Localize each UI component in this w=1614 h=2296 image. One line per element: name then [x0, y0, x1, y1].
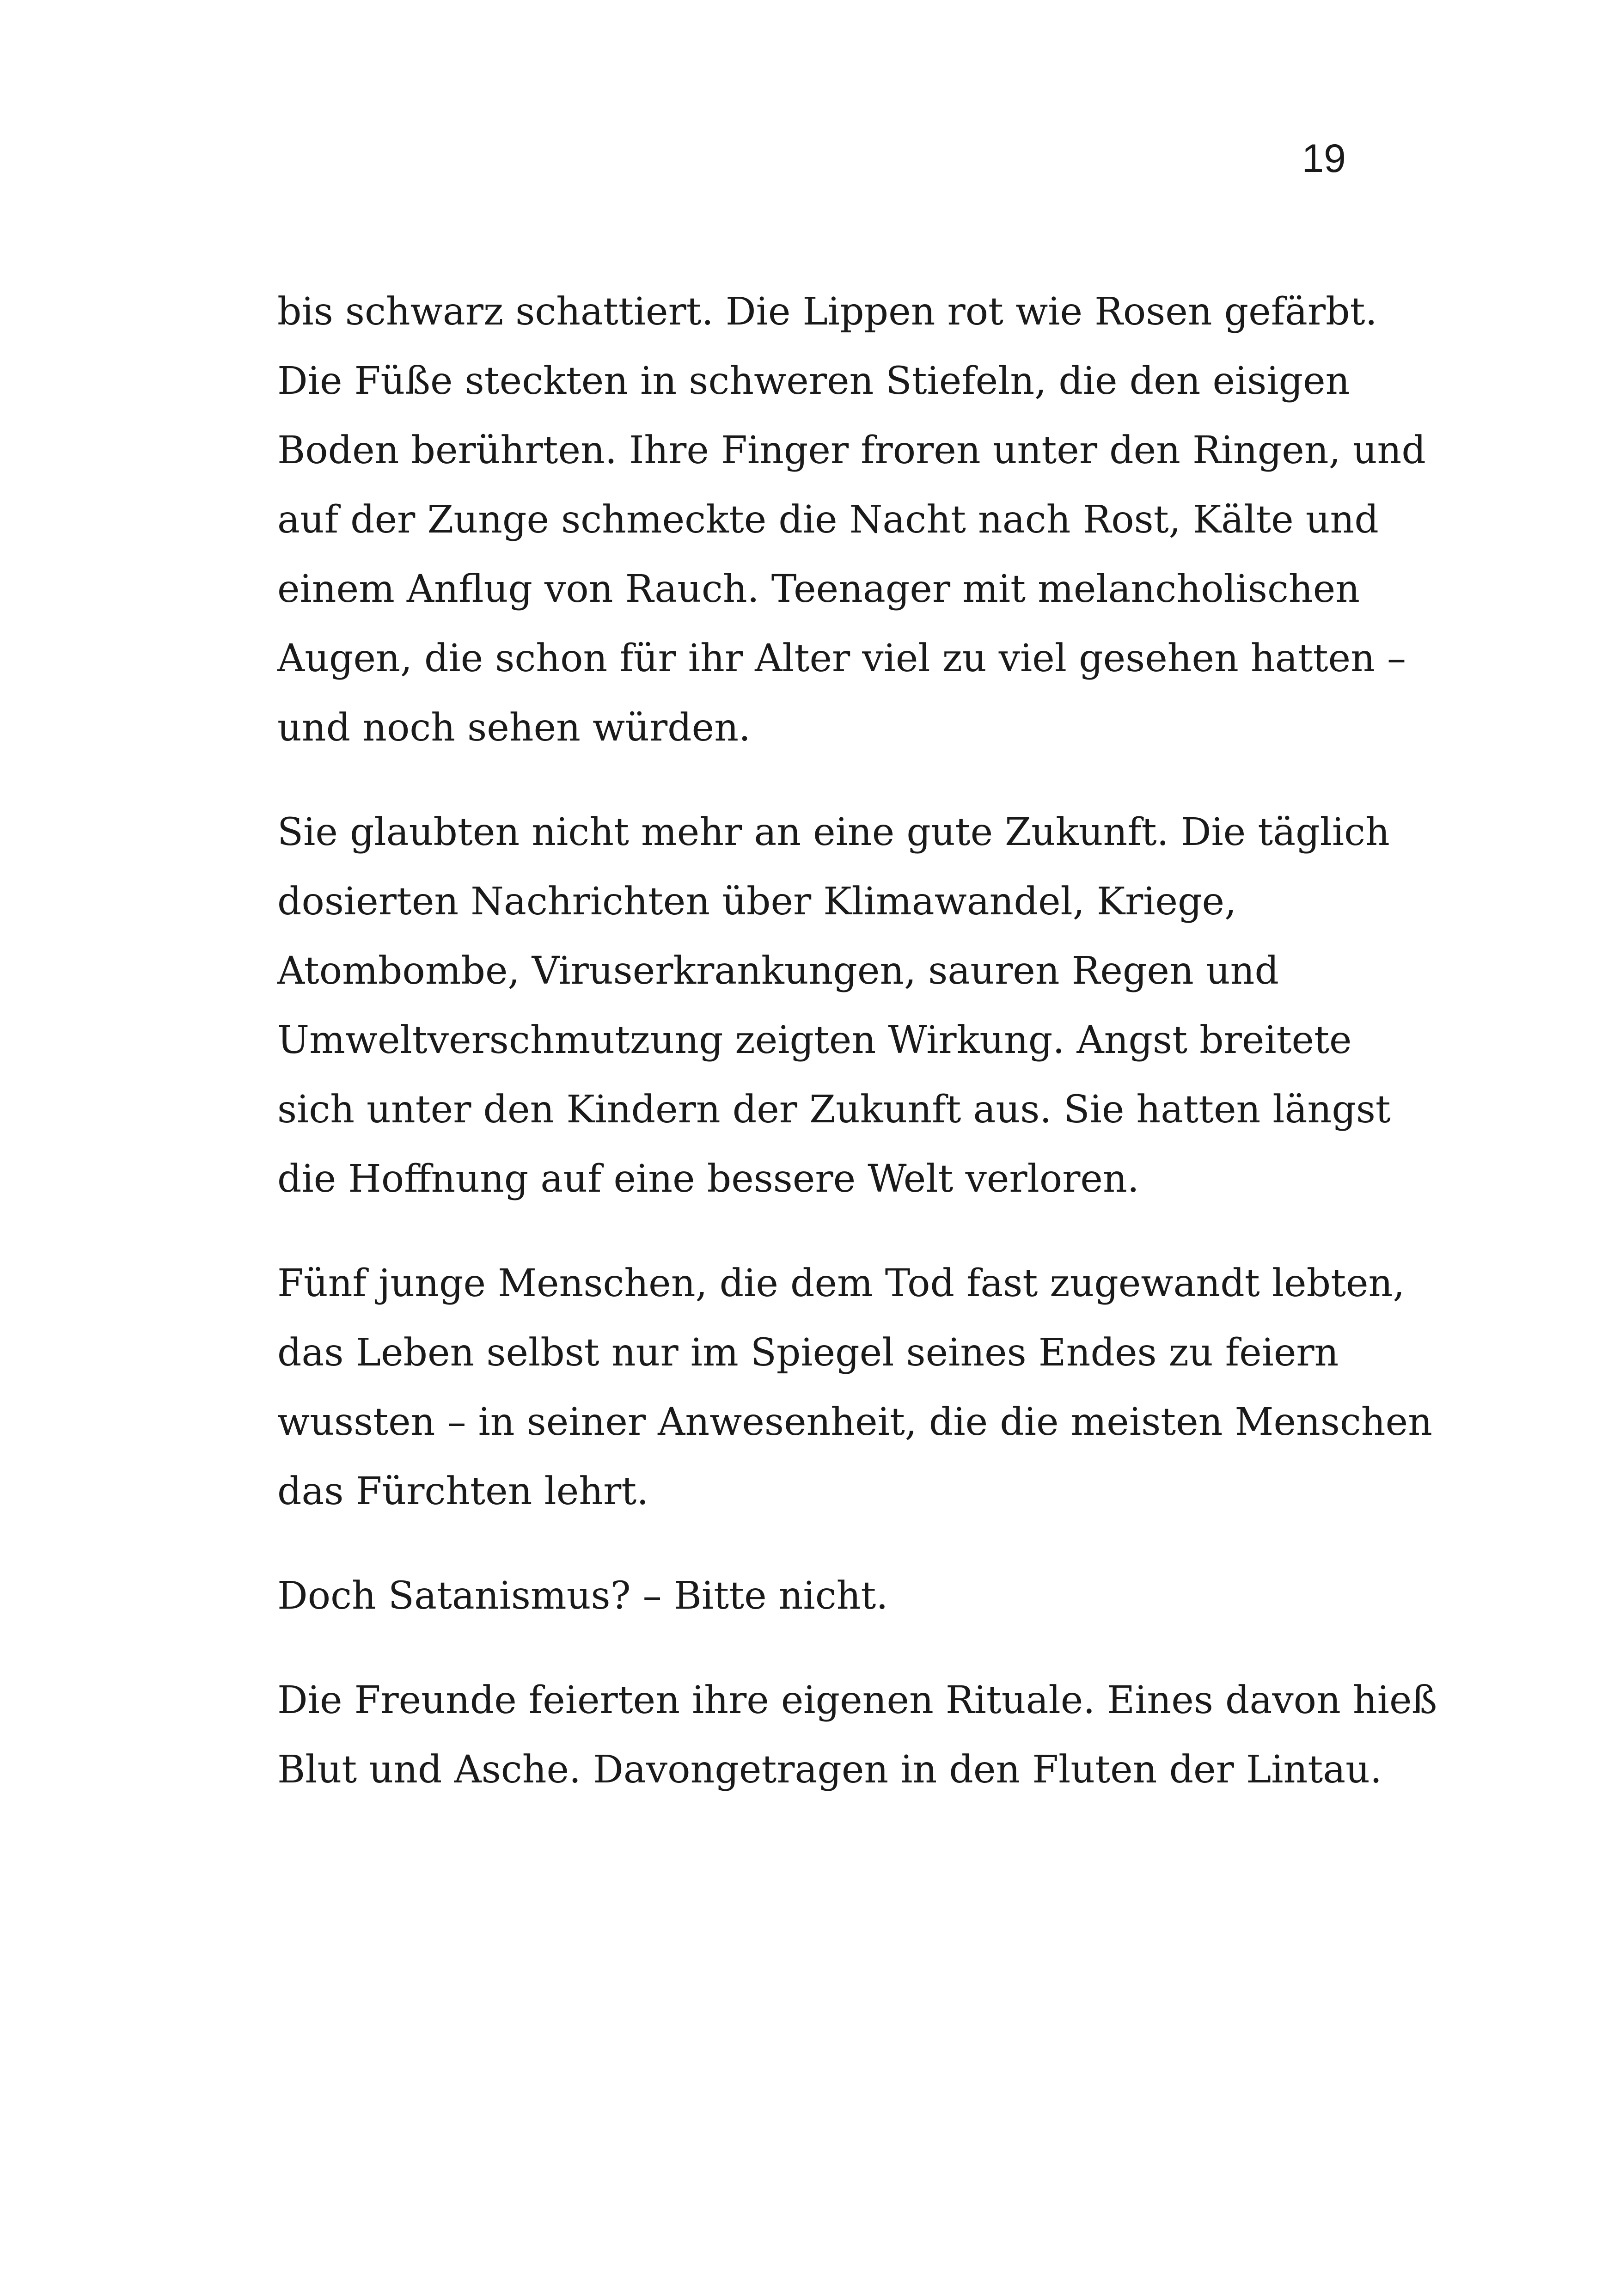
text-line: Boden berührten. Ihre Finger froren unter den Ringen, und — [277, 429, 1426, 472]
text-line: wussten – in seiner Anwesenheit, die die meisten Menschen — [277, 1400, 1432, 1444]
text-line: Sie glaubten nicht mehr an eine gute Zukunft. Die täglich — [277, 810, 1390, 854]
text-line: Doch Satanismus? – Bitte nicht. — [277, 1574, 888, 1618]
paragraph — [277, 277, 1426, 763]
text-line: das Fürchten lehrt. — [277, 1469, 649, 1513]
text-line: sich unter den Kindern der Zukunft aus. Sie hatten längst — [277, 1088, 1391, 1132]
text-line: Die Füße steckten in schweren Stiefeln, die den eisigen — [277, 359, 1350, 403]
paragraph — [277, 1561, 1350, 1631]
paragraph — [277, 1249, 1432, 1526]
text-line: einem Anflug von Rauch. Teenager mit melancholischen — [277, 567, 1360, 611]
text-line: auf der Zunge schmeckte die Nacht nach Rost, Kälte und — [277, 498, 1379, 542]
text-line: das Leben selbst nur im Spiegel seines Endes zu feiern — [277, 1331, 1339, 1375]
text-line: Umweltverschmutzung zeigten Wirkung. Angst breitete — [277, 1018, 1352, 1062]
text-line: Atombombe, Viruserkrankungen, sauren Regen und — [277, 949, 1279, 993]
body-text — [277, 277, 1437, 1840]
paragraph — [277, 798, 1391, 1214]
page-number: 19 — [1302, 136, 1346, 181]
text-line: Augen, die schon für ihr Alter viel zu viel gesehen hatten – — [277, 637, 1406, 680]
text-line: und noch sehen würden. — [277, 706, 751, 750]
text-line: Blut und Asche. Davongetragen in den Fluten der Lintau. — [277, 1748, 1382, 1792]
text-line: Fünf junge Menschen, die dem Tod fast zugewandt lebten, — [277, 1261, 1405, 1305]
text-line: die Hoffnung auf eine bessere Welt verloren. — [277, 1157, 1139, 1201]
text-line: Die Freunde feierten ihre eigenen Rituale. Eines davon hieß — [277, 1678, 1437, 1722]
paragraph — [277, 1666, 1437, 1805]
text-line: dosierten Nachrichten über Klimawandel, Kriege, — [277, 880, 1237, 924]
text-line: bis schwarz schattiert. Die Lippen rot wie Rosen gefärbt. — [277, 290, 1377, 334]
